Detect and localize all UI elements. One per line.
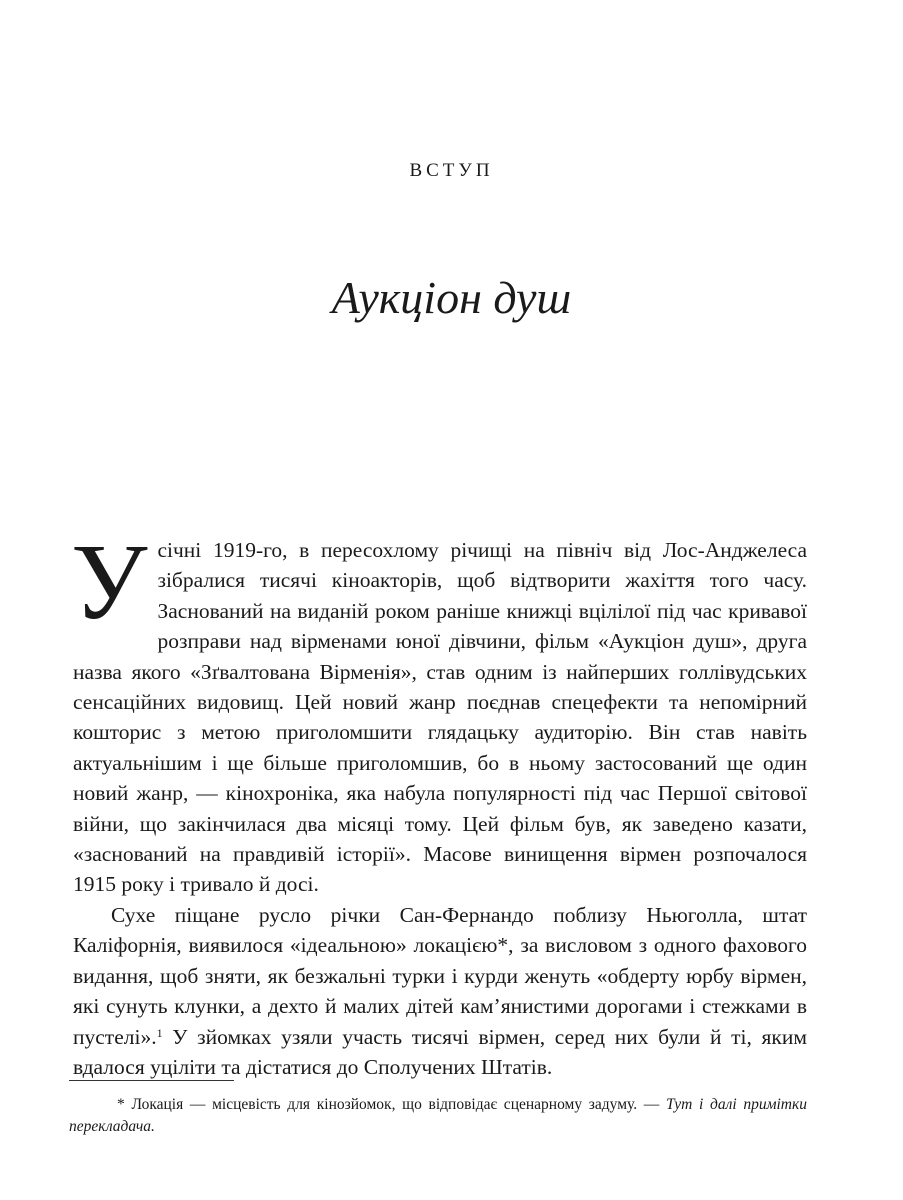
footnote-reference: 1 — [156, 1025, 163, 1040]
footnote-divider — [69, 1080, 234, 1081]
translator-note: Тут і далі примітки перекладача. — [69, 1096, 807, 1135]
paragraph-2-text-after: У зйомках узяли участь тисячі вірмен, серед них були й ті, яким вдалося уціліти та дістатися до Сполучених Штатів. — [73, 1024, 807, 1079]
section-label: ВСТУП — [409, 160, 494, 181]
paragraph-2-text: Сухе піщане русло річки Сан-Фернандо поблизу Ньюголла, штат Каліфорнія, виявилося «ідеальною» локацією*, за висловом з одного фахового видання, щоб зняти, як безжальні турки і курди женуть «обдерту юрбу вірмен, які сунуть клунки, а дехто й малих дітей кам’янистими дорогами і стежками в пустелі». — [73, 902, 807, 1049]
paragraph-1 — [71, 523, 807, 900]
chapter-title: Аукціон душ — [331, 271, 572, 323]
drop-cap: У — [71, 523, 148, 642]
footnote-text: * Локація — місцевість для кінозйомок, що відповідає сценарному задуму. — — [117, 1096, 666, 1113]
paragraph-2 — [73, 900, 807, 1082]
footnote — [69, 1094, 807, 1138]
body-text — [71, 523, 807, 1082]
paragraph-1-text: січні 1919-го, в пересохлому річищі на північ від Лос-Анджелеса зібралися тисячі кіноакторів, щоб відтворити жахіття того часу. Заснований на виданій роком раніше книжці вцілілої під час кривавої розправи над вірменами юної дівчини, фільм «Аукціон душ», друга назва якого «Зґвалтована Вірменія», став одним із найперших голлівудських сенсаційних видовищ. Цей новий жанр поєднав спецефекти та непомірний кошторис з метою приголомшити глядацьку аудиторію. Він став навіть актуальнішим і ще більше приголомшив, бо в ньому застосований ще один новий жанр, — кінохроніка, яка набула популярності під час Першої світової війни, що закінчилася два місяці тому. Цей фільм був, як заведено казати, «заснований на правдивій історії». Масове винищення вірмен розпочалося 1915 року і тривало й досі. — [73, 538, 807, 897]
